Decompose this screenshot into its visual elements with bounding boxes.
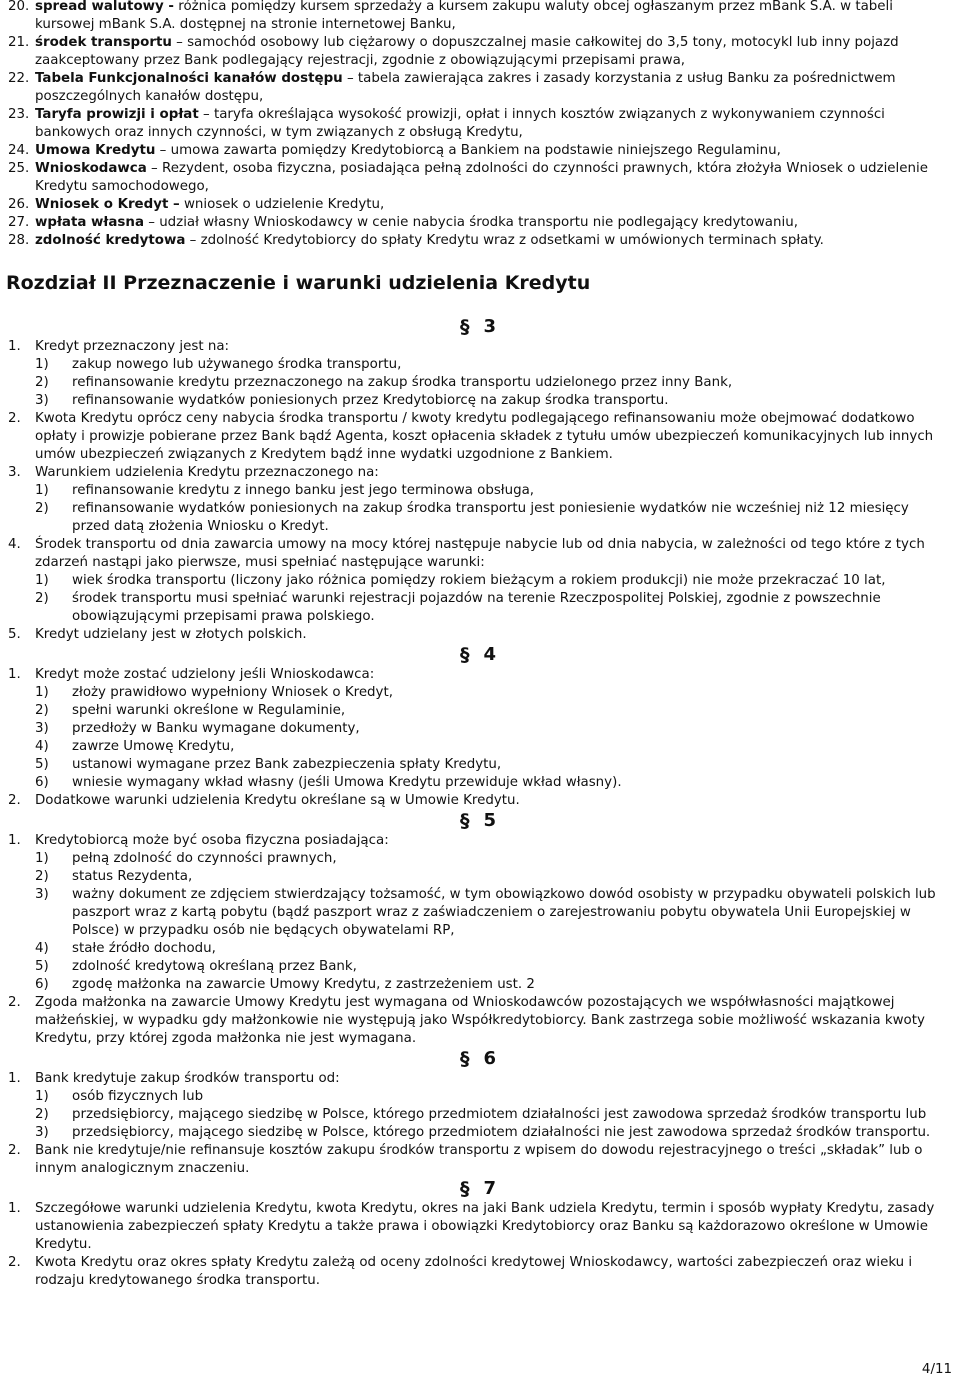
subclause-text: refinansowanie wydatków poniesionych przez Kredytobiorcę na zakup środka transportu. [72, 393, 669, 408]
definition-text [35, 106, 948, 142]
section-number: 3 [483, 316, 497, 337]
clause-item [8, 994, 948, 1048]
section-number: 5 [483, 810, 497, 831]
subclause-text: przedsiębiorcy, mającego siedzibę w Polsce, którego przedmiotem działalności nie jest zawodowa sprzedaż środków transportu. [72, 1125, 931, 1140]
clause-item [8, 410, 948, 464]
subclause-number: 6) [35, 775, 49, 790]
clause-text: Kredytobiorcą może być osoba fizyczna posiadająca: [35, 833, 389, 848]
subclause-item [8, 392, 948, 410]
section-heading [8, 810, 948, 832]
subclause-item [8, 1106, 948, 1124]
definition-number: 28. [8, 233, 30, 248]
subclause-number: 3) [35, 1125, 49, 1140]
clause-number: 1. [8, 1201, 21, 1216]
definition-term: Wniosek o Kredyt – [35, 197, 180, 212]
subclause-item [8, 702, 948, 720]
subclause-number: 3) [35, 887, 49, 902]
clause-text: Dodatkowe warunki udzielenia Kredytu określane są w Umowie Kredytu. [35, 793, 520, 808]
clause-item [8, 666, 948, 684]
clause-number: 5. [8, 627, 21, 642]
subclause-number: 1) [35, 851, 49, 866]
subclause-text: zdolność kredytową określaną przez Bank, [72, 959, 357, 974]
subclause-text: przedłoży w Banku wymagane dokumenty, [72, 721, 360, 736]
clause-text: Kwota Kredytu oraz okres spłaty Kredytu zależą od oceny zdolności kredytowej Wnioskodawcy, wartości zabezpieczeń oraz wieku i rodzaju kredytowanego środka transportu. [35, 1255, 913, 1288]
subclause-text: status Rezydenta, [72, 869, 193, 884]
subclause-item [8, 1088, 948, 1106]
definition-term: Tabela Funkcjonalności kanałów dostępu [35, 71, 343, 86]
subclause-number: 2) [35, 375, 49, 390]
subclause-item [8, 374, 948, 392]
subclause-item [8, 958, 948, 976]
definition-body: – zdolność Kredytobiorcy do spłaty Kredytu wraz z odsetkami w umówionych terminach spłaty. [185, 233, 824, 248]
subclause-number: 6) [35, 977, 49, 992]
definition-text [35, 142, 948, 160]
clause-text: Warunkiem udzielenia Kredytu przeznaczonego na: [35, 465, 379, 480]
subclause-text: pełną zdolność do czynności prawnych, [72, 851, 337, 866]
definition-body: – udział własny Wnioskodawcy w cenie nabycia środka transportu nie podlegający kredytowaniu, [143, 215, 798, 230]
subclause-number: 1) [35, 685, 49, 700]
subclause-item [8, 684, 948, 702]
subclause-item [8, 738, 948, 756]
subclause-number: 5) [35, 757, 49, 772]
definition-term: spread walutowy - [35, 0, 174, 14]
definition-item [8, 70, 948, 106]
clause-number: 4. [8, 537, 21, 552]
clause-text: Kwota Kredytu oprócz ceny nabycia środka transportu / kwoty kredytu podlegającego refinansowaniu może obejmować dodatkowo opłaty i prowizje pobierane przez Bank bądź Agenta, koszt opłacenia składek z tytułu umów ubezpieczeń komunikacyjnych lub innych umów ubezpieczeń związanych z Kredytem bądź inne wydatki uzgodnione z Bankiem. [35, 411, 934, 462]
definition-number: 23. [8, 107, 30, 122]
definition-item [8, 160, 948, 196]
subclause-text: ważny dokument ze zdjęciem stwierdzający tożsamość, w tym obowiązkowo dowód osobisty w przypadku obywateli polskich lub paszport wraz z kartą pobytu (bądź paszport wraz z zaświadczeniem o zarejestrowaniu pobytu obywatela Unii Europejskiej w Polsce) w przypadku osób nie będących obywatelami RP, [72, 887, 936, 938]
section-number: 6 [483, 1048, 497, 1069]
subclause-number: 2) [35, 703, 49, 718]
definition-text [35, 214, 948, 232]
definition-term: Umowa Kredytu [35, 143, 156, 158]
chapter-title: Rozdział II Przeznaczenie i warunki udzielenia Kredytu [6, 272, 591, 294]
clause-number: 2. [8, 793, 21, 808]
subclause-item [8, 976, 948, 994]
clause-item [8, 464, 948, 482]
definitions-list [8, 0, 948, 250]
definition-item [8, 34, 948, 70]
clause-item [8, 1254, 948, 1290]
definition-body: – umowa zawarta pomiędzy Kredytobiorcą a Bankiem na podstawie niniejszego Regulaminu, [155, 143, 781, 158]
subclause-number: 2) [35, 1107, 49, 1122]
definition-body: – Rezydent, osoba fizyczna, posiadająca pełną zdolności do czynności prawnych, która złożyła Wniosek o udzielenie Kredytu samochodowego, [35, 161, 928, 194]
clause-text: Zgoda małżonka na zawarcie Umowy Kredytu jest wymagana od Wnioskodawców pozostających we współwłasności majątkowej małżeńskiej, w wypadku gdy małżonkowie nie występują jako Współkredytobiorcy. Bank zastrzega sobie możliwość wskazania kwoty Kredytu, przy której zgoda małżonka nie jest wymagana. [35, 995, 925, 1046]
subclause-item [8, 590, 948, 626]
section-heading [8, 316, 948, 338]
subclause-text: refinansowanie kredytu przeznaczonego na zakup środka transportu udzielonego przez inny Bank, [72, 375, 733, 390]
section-symbol: § [459, 644, 470, 666]
definition-term: Wnioskodawca [35, 161, 147, 176]
clause-text: Bank nie kredytuje/nie refinansuje kosztów zakupu środków transportu z wpisem do dowodu rejestracyjnego o treści „składak” lub o innym analogicznym znaczeniu. [35, 1143, 923, 1176]
subclause-text: zawrze Umowę Kredytu, [72, 739, 235, 754]
definition-number: 21. [8, 35, 30, 50]
definition-item [8, 106, 948, 142]
section-symbol: § [459, 1048, 470, 1070]
clause-item [8, 626, 948, 644]
definition-number: 22. [8, 71, 30, 86]
subclause-number: 1) [35, 1089, 49, 1104]
subclause-number: 2) [35, 501, 49, 516]
subclause-text: złoży prawidłowo wypełniony Wniosek o Kredyt, [72, 685, 393, 700]
definition-body: – taryfa określająca wysokość prowizji, opłat i innych kosztów związanych z wykonywaniem czynności bankowych oraz innych czynności, w tym związanych z obsługą Kredytu, [35, 107, 885, 140]
subclause-item [8, 356, 948, 374]
definition-text [35, 0, 948, 34]
subclause-number: 1) [35, 483, 49, 498]
definition-body: – samochód osobowy lub ciężarowy o dopuszczalnej masie całkowitej do 3,5 tony, motocykl lub inny pojazd zaakceptowany przez Bank podlegający rejestracji, zgodnie z obowiązującymi przepisami prawa, [35, 35, 899, 68]
definition-term: zdolność kredytowa [35, 233, 186, 248]
clause-item [8, 1142, 948, 1178]
clause-number: 2. [8, 411, 21, 426]
definition-text [35, 232, 948, 250]
clause-text: Kredyt może zostać udzielony jeśli Wnioskodawca: [35, 667, 375, 682]
subclause-item [8, 572, 948, 590]
section-symbol: § [459, 810, 470, 832]
definition-body: wniosek o udzielenie Kredytu, [179, 197, 385, 212]
subclause-number: 2) [35, 869, 49, 884]
clause-item [8, 536, 948, 572]
clause-item [8, 832, 948, 850]
subclause-number: 3) [35, 721, 49, 736]
section-heading [8, 644, 948, 666]
subclause-number: 2) [35, 591, 49, 606]
clause-number: 3. [8, 465, 21, 480]
definition-number: 26. [8, 197, 30, 212]
definition-text [35, 196, 948, 214]
subclause-item [8, 756, 948, 774]
subclause-number: 1) [35, 573, 49, 588]
section-symbol: § [459, 316, 470, 338]
clause-number: 1. [8, 339, 21, 354]
section-heading [8, 1178, 948, 1200]
subclause-text: zgodę małżonka na zawarcie Umowy Kredytu, z zastrzeżeniem ust. 2 [72, 977, 535, 992]
subclause-text: refinansowanie wydatków poniesionych na zakup środka transportu jest poniesienie wydatków nie wcześniej niż 12 miesięcy przed datą złożenia Wniosku o Kredyt. [72, 501, 909, 534]
subclause-item [8, 774, 948, 792]
subclause-text: refinansowanie kredytu z innego banku jest jego terminowa obsługa, [72, 483, 535, 498]
subclause-number: 5) [35, 959, 49, 974]
definition-text [35, 34, 948, 70]
definition-number: 20. [8, 0, 30, 14]
subclause-text: przedsiębiorcy, mającego siedzibę w Polsce, którego przedmiotem działalności jest zawodowa sprzedaż środków transportu lub [72, 1107, 927, 1122]
subclause-item [8, 850, 948, 868]
chapter-body [8, 316, 948, 1290]
definition-body: – tabela zawierająca zakres i zasady korzystania z usług Banku za pośrednictwem poszczególnych kanałów dostępu, [35, 71, 896, 104]
definition-number: 24. [8, 143, 30, 158]
clause-number: 1. [8, 667, 21, 682]
clause-number: 1. [8, 833, 21, 848]
subclause-item [8, 482, 948, 500]
clause-text: Kredyt udzielany jest w złotych polskich. [35, 627, 307, 642]
clause-number: 2. [8, 995, 21, 1010]
definition-term: środek transportu [35, 35, 172, 50]
section-heading [8, 1048, 948, 1070]
subclause-number: 3) [35, 393, 49, 408]
subclause-number: 1) [35, 357, 49, 372]
definition-text [35, 70, 948, 106]
subclause-text: ustanowi wymagane przez Bank zabezpieczenia spłaty Kredytu, [72, 757, 502, 772]
subclause-item [8, 940, 948, 958]
definition-item [8, 232, 948, 250]
definition-item [8, 214, 948, 232]
definition-number: 27. [8, 215, 30, 230]
clause-text: Kredyt przeznaczony jest na: [35, 339, 230, 354]
definition-body: różnica pomiędzy kursem sprzedaży a kursem zakupu waluty obcej ogłaszanym przez mBank S.A. w tabeli kursowej mBank S.A. dostępnej na stronie internetowej Banku, [35, 0, 893, 32]
subclause-item [8, 720, 948, 738]
subclause-text: spełni warunki określone w Regulaminie, [72, 703, 346, 718]
clause-item [8, 1200, 948, 1254]
subclause-text: osób fizycznych lub [72, 1089, 204, 1104]
clause-number: 2. [8, 1255, 21, 1270]
subclause-text: zakup nowego lub używanego środka transportu, [72, 357, 402, 372]
clause-number: 2. [8, 1143, 21, 1158]
clause-number: 1. [8, 1071, 21, 1086]
clause-text: Bank kredytuje zakup środków transportu od: [35, 1071, 340, 1086]
clause-text: Środek transportu od dnia zawarcia umowy na mocy której następuje nabycie lub od dnia nabycia, w zależności od tego które z tych zdarzeń nastąpi jako pierwsze, musi spełniać następujące warunki: [35, 537, 925, 570]
section-symbol: § [459, 1178, 470, 1200]
definition-text [35, 160, 948, 196]
subclause-number: 4) [35, 739, 49, 754]
subclause-item [8, 1124, 948, 1142]
clause-item [8, 1070, 948, 1088]
definition-term: Taryfa prowizji i opłat [35, 107, 199, 122]
section-number: 4 [483, 644, 497, 665]
definition-item [8, 196, 948, 214]
subclause-item [8, 500, 948, 536]
subclause-number: 4) [35, 941, 49, 956]
definition-term: wpłata własna [35, 215, 144, 230]
subclause-item [8, 868, 948, 886]
definition-number: 25. [8, 161, 30, 176]
section-number: 7 [483, 1178, 497, 1199]
page-number: 4/11 [921, 1362, 952, 1377]
definition-item [8, 142, 948, 160]
subclause-text: wniesie wymagany wkład własny (jeśli Umowa Kredytu przewiduje wkład własny). [72, 775, 622, 790]
subclause-item [8, 886, 948, 940]
subclause-text: wiek środka transportu (liczony jako różnica pomiędzy rokiem bieżącym a rokiem produkcji) nie może przekraczać 10 lat, [72, 573, 886, 588]
clause-text: Szczegółowe warunki udzielenia Kredytu, kwota Kredytu, okres na jaki Bank udziela Kredytu, termin i sposób wypłaty Kredytu, zasady ustanowienia zabezpieczeń spłaty Kredytu a także prawa i obowiązki Kredytobiorcy oraz Banku są każdorazowo określone w Umowie Kredytu. [35, 1201, 935, 1252]
subclause-text: środek transportu musi spełniać warunki rejestracji pojazdów na terenie Rzeczpospolitej Polskiej, zgodnie z powszechnie obowiązującymi przepisami prawa polskiego. [72, 591, 881, 624]
clause-item [8, 338, 948, 356]
clause-item [8, 792, 948, 810]
definition-item [8, 0, 948, 34]
subclause-text: stałe źródło dochodu, [72, 941, 216, 956]
